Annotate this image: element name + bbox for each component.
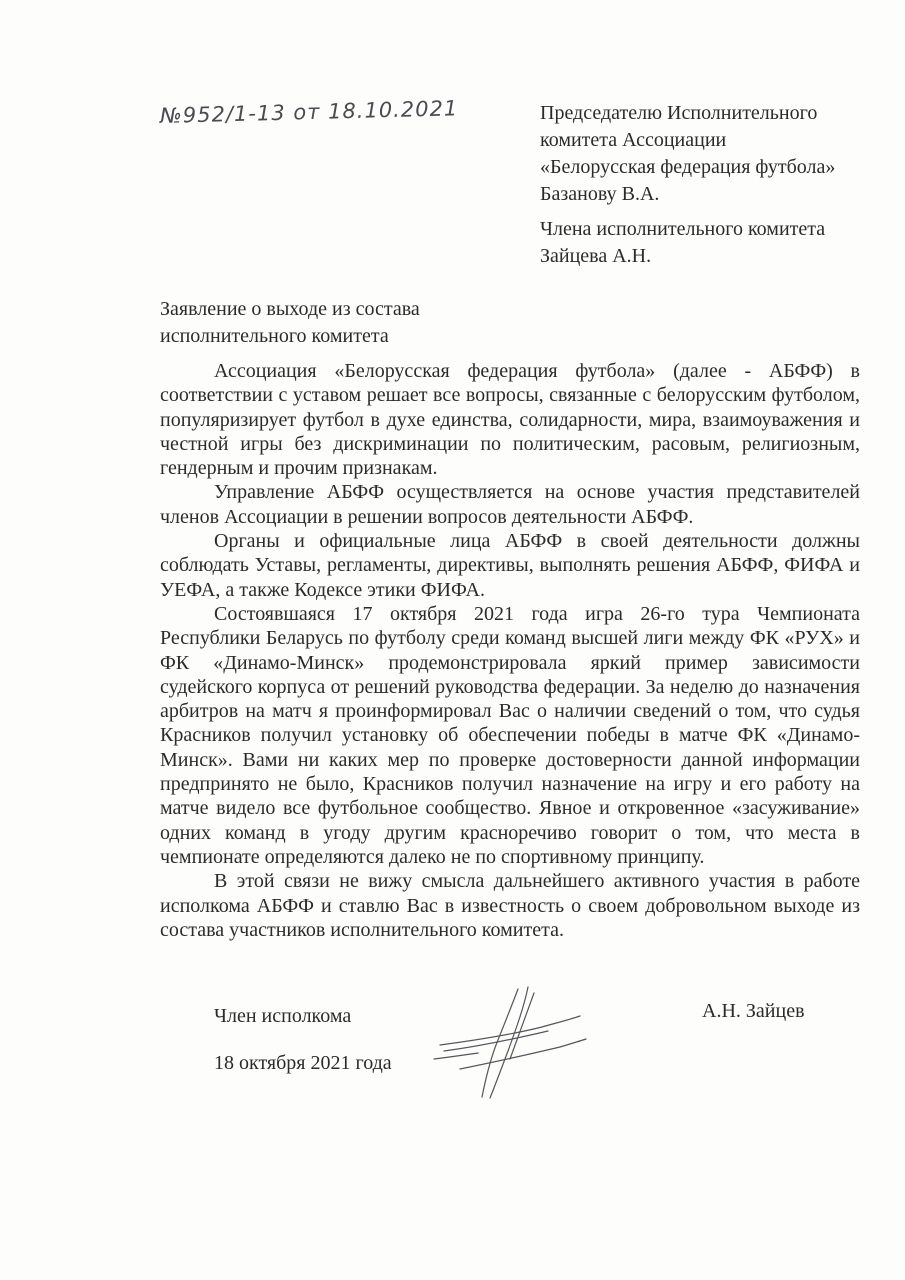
signer-role: Член исполкома (214, 1005, 352, 1027)
addressee-line: Председателю Исполнительного (540, 102, 818, 124)
body-paragraph: Состоявшаяся 17 октября 2021 года игра 26-го тура Чемпионата Республики Беларусь по футболу среди команд высшей лиги между ФК «РУХ» и ФК «Динамо-Минск» продемонстрировала яркий пример зависимости судейского корпуса от решений руководства федерации. За неделю до назначения арбитров на матч я проинформировал Вас о наличии сведений о том, что судья Красников получил установку об обеспечении победы в матче ФК «Динамо-Минск». Вами ни каких мер по проверке достоверности данной информации предпринято не было, Красников получил назначение на игру и его работу на матче видело все футбольное сообщество. Явное и откровенное «засуживание» одних команд в угоду другим красноречиво говорит о том, что места в чемпионате определяются далеко не по спортивному принципу. (160, 602, 860, 868)
subject-line: Заявление о выходе из состава (160, 298, 420, 320)
registration-number-handwritten: №952/1-13 от 18.10.2021 (159, 96, 459, 128)
addressee-line: «Белорусская федерация футбола» (540, 156, 836, 178)
sender-block (540, 216, 825, 270)
addressee-block (540, 100, 835, 208)
body-paragraph: В этой связи не вижу смысла дальнейшего активного участия в работе исполкома АБФФ и ставлю Вас в известность о своем добровольном выходе из состава участников исполнительного комитета. (160, 870, 860, 941)
subject-line: исполнительного комитета (160, 325, 389, 347)
body-paragraph: Управление АБФФ осуществляется на основе участия представителей членов Ассоциации в решении вопросов деятельности АБФФ. (160, 481, 860, 528)
body-paragraph: Органы и официальные лица АБФФ в своей деятельности должны соблюдать Уставы, регламенты, директивы, выполнять решения АБФФ, ФИФА и УЕФА, а также Кодексе этики ФИФА. (160, 530, 860, 601)
sender-line: Зайцева А.Н. (540, 245, 652, 267)
sender-line: Члена исполнительного комитета (540, 218, 826, 240)
document-subject (160, 296, 420, 350)
letter-body (160, 359, 860, 942)
handwritten-signature (430, 985, 590, 1100)
body-paragraph: Ассоциация «Белорусская федерация футбола» (далее - АБФФ) в соответствии с уставом решает все вопросы, связанные с белорусским футболом, популяризирует футбол в духе единства, солидарности, мира, взаимоуважения и честной игры без дискриминации по политическим, расовым, религиозным, гендерным и прочим признакам. (160, 360, 860, 480)
signer-name: А.Н. Зайцев (702, 1000, 805, 1022)
document-date: 18 октября 2021 года (214, 1052, 392, 1074)
addressee-line: Базанову В.А. (540, 183, 660, 205)
addressee-line: комитета Ассоциации (540, 129, 727, 151)
